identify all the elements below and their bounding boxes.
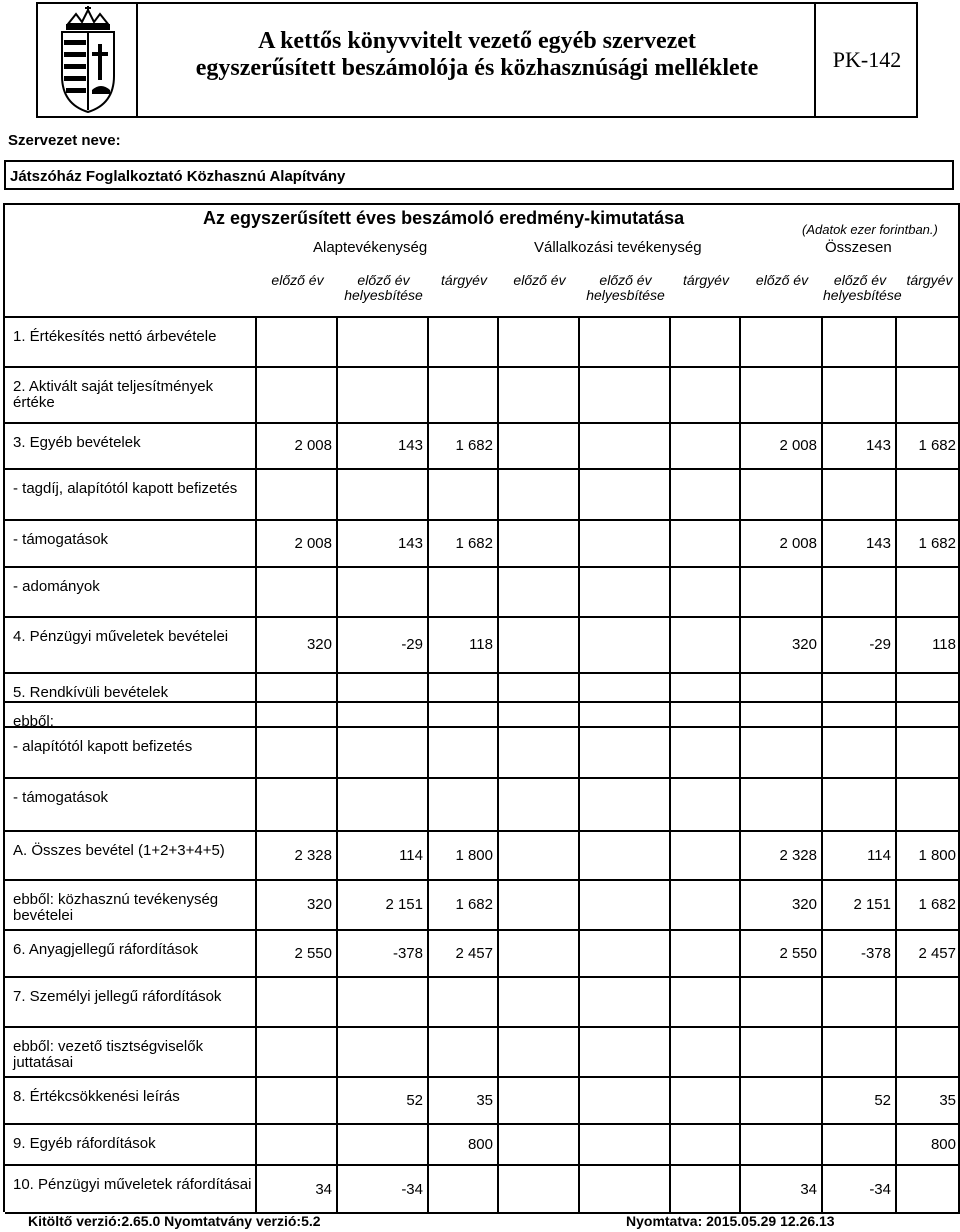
row-label: - támogatások [13, 531, 109, 548]
organization-name-field [4, 160, 954, 190]
group-header-basic: Alaptevékenység [313, 239, 428, 256]
cell-value: -34 [869, 1181, 891, 1198]
row-label: ebből: vezető tisztségviselők juttatásai [13, 1038, 204, 1071]
row-separator [5, 976, 960, 978]
cell-value: 2 328 [779, 847, 817, 864]
row-separator [5, 316, 960, 318]
cell-value: 1 682 [918, 437, 956, 454]
cell-value: -29 [869, 636, 891, 653]
row-separator [5, 701, 960, 703]
row-separator [5, 1026, 960, 1028]
row-label: - támogatások [13, 789, 109, 806]
cell-value: 1 800 [918, 847, 956, 864]
table-title: Az egyszerűsített éves beszámoló eredmény-kimutatása [203, 208, 685, 228]
cell-value: 1 682 [918, 535, 956, 552]
row-separator [5, 929, 960, 931]
row-label: ebből: [13, 713, 54, 730]
cell-value: 2 457 [455, 945, 493, 962]
cell-value: 1 682 [455, 896, 493, 913]
cell-value: 2 008 [294, 437, 332, 454]
row-separator [5, 830, 960, 832]
row-label: 6. Anyagjellegű ráfordítások [13, 941, 199, 958]
row-separator [5, 672, 960, 674]
row-separator [5, 777, 960, 779]
row-separator [5, 468, 960, 470]
cell-value: 2 008 [779, 535, 817, 552]
cell-value: 2 550 [779, 945, 817, 962]
cell-value: 2 457 [918, 945, 956, 962]
cell-value: 1 800 [455, 847, 493, 864]
cell-value: 118 [932, 636, 956, 653]
sub-header: előző év [271, 272, 324, 288]
sub-header: előző év helyesbítése [344, 272, 423, 303]
row-label: 4. Pénzügyi műveletek bevételei [13, 628, 229, 645]
cell-value: 2 008 [294, 535, 332, 552]
cell-value: 2 151 [853, 896, 891, 913]
footer-printed: Nyomtatva: 2015.05.29 12.26.13 [626, 1213, 835, 1229]
group-header-business: Vállalkozási tevékenység [534, 239, 702, 256]
form-header [36, 2, 918, 118]
row-separator [5, 566, 960, 568]
cell-value: 34 [315, 1181, 332, 1198]
row-label: 8. Értékcsökkenési leírás [13, 1088, 180, 1105]
sub-header: előző év helyesbítése [586, 272, 665, 303]
organization-label: Szervezet neve: [8, 132, 121, 149]
sub-header: tárgyév [441, 272, 487, 288]
organization-name: Játszóház Foglalkoztató Közhasznú Alapítvány [10, 168, 346, 185]
cell-value: 143 [397, 437, 423, 454]
row-separator [5, 366, 960, 368]
form-title [140, 4, 816, 116]
row-label: - tagdíj, alapítótól kapott befizetés [13, 480, 238, 497]
cell-value: 800 [467, 1136, 493, 1153]
sub-header: előző év [755, 272, 809, 288]
row-separator [5, 422, 960, 424]
row-label: 5. Rendkívüli bevételek [13, 684, 169, 701]
form-title-line2: egyszerűsített beszámolója és közhasznúsági melléklete [195, 55, 759, 81]
cell-value: 1 682 [918, 896, 956, 913]
row-label: 10. Pénzügyi műveletek ráfordításai [13, 1176, 252, 1193]
row-separator [5, 519, 960, 521]
row-label: 7. Személyi jellegű ráfordítások [13, 988, 222, 1005]
cell-value: 35 [476, 1092, 493, 1109]
cell-value: 2 550 [294, 945, 332, 962]
cell-value: 1 682 [455, 437, 493, 454]
row-label: ebből: közhasznú tevékenység bevételei [13, 891, 219, 924]
cell-value: 1 682 [455, 535, 493, 552]
cell-value: 320 [306, 896, 332, 913]
cell-value: -29 [401, 636, 423, 653]
cell-value: 2 008 [779, 437, 817, 454]
cell-value: 143 [865, 437, 891, 454]
cell-value: 34 [800, 1181, 817, 1198]
value-column-border [669, 316, 671, 1214]
cell-value: 2 151 [385, 896, 423, 913]
value-column-border [578, 316, 580, 1214]
sub-header: előző év [513, 272, 566, 288]
value-column-border [497, 316, 499, 1214]
cell-value: 114 [399, 847, 423, 864]
cell-value: 320 [791, 896, 817, 913]
sub-header: előző év helyesbítése [823, 272, 902, 303]
row-label: 3. Egyéb bevételek [13, 434, 141, 451]
group-header-total: Összesen [825, 239, 892, 256]
cell-value: 320 [791, 636, 817, 653]
cell-value: -378 [860, 945, 891, 962]
form-title-line1: A kettős könyvvitelt vezető egyéb szervezet [258, 28, 696, 54]
value-column-border [336, 316, 338, 1214]
row-label: - adományok [13, 578, 100, 595]
cell-value: -378 [392, 945, 423, 962]
footer-version: Kitöltő verzió:2.65.0 Nyomtatvány verzió:5.2 [28, 1213, 321, 1229]
row-separator [5, 616, 960, 618]
cell-value: 320 [306, 636, 332, 653]
cell-value: -34 [401, 1181, 423, 1198]
row-separator [5, 1123, 960, 1125]
cell-value: 118 [469, 636, 493, 653]
value-column-border [821, 316, 823, 1214]
row-separator [5, 879, 960, 881]
value-column-border [739, 316, 741, 1214]
cell-value: 52 [874, 1092, 891, 1109]
row-label: 2. Aktivált saját teljesítmények értéke [13, 378, 214, 411]
coat-of-arms-logo [38, 4, 138, 116]
sub-header: tárgyév [683, 272, 729, 288]
form-code: PK-142 [832, 47, 902, 72]
cell-value: 114 [867, 847, 891, 864]
row-label: 1. Értékesítés nettó árbevétele [13, 328, 217, 345]
row-separator [5, 1076, 960, 1078]
sub-header: tárgyév [906, 272, 953, 288]
cell-value: 143 [397, 535, 423, 552]
label-column-border [255, 316, 257, 1214]
row-separator [5, 1164, 960, 1166]
cell-value: 52 [406, 1092, 423, 1109]
row-label: A. Összes bevétel (1+2+3+4+5) [13, 842, 225, 859]
units-note: (Adatok ezer forintban.) [802, 222, 938, 237]
income-statement-table [3, 203, 960, 1212]
row-label: 9. Egyéb ráfordítások [13, 1135, 156, 1152]
cell-value: 800 [930, 1136, 956, 1153]
cell-value: 35 [939, 1092, 956, 1109]
cell-value: 143 [865, 535, 891, 552]
cell-value: 2 328 [294, 847, 332, 864]
row-label: - alapítótól kapott befizetés [13, 738, 193, 755]
